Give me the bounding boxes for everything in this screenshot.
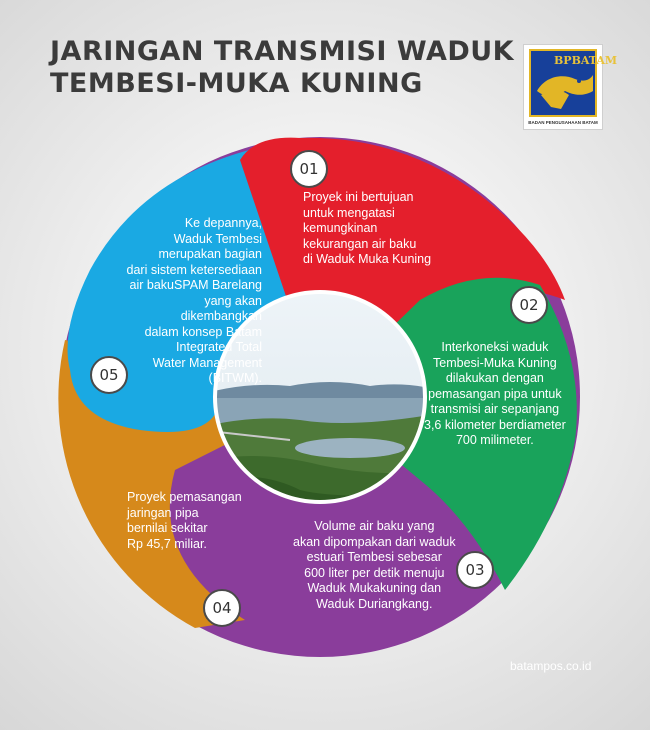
segment-04-text: Proyek pemasangan jaringan pipa bernilai sekitar Rp 45,7 miliar.	[127, 490, 242, 551]
segment-02-text: Interkoneksi waduk Tembesi-Muka Kuning dilakukan dengan pemasangan pipa untuk transmisi air sepanjang 3,6 kilometer berdiameter 700 milimeter.	[424, 340, 566, 447]
title-line-1: JARINGAN TRANSMISI WADUK	[50, 36, 515, 67]
source-credit: batampos.co.id	[510, 659, 592, 673]
step-number-04: 04	[203, 589, 241, 627]
step-number-03: 03	[456, 551, 494, 589]
step-number-05: 05	[90, 356, 128, 394]
logo-brand-text: BPBATAM	[554, 54, 618, 67]
logo-caption: BADAN PENGUSAHAAN BATAM	[528, 120, 598, 125]
step-number-02: 02	[510, 286, 548, 324]
segment-01-text: Proyek ini bertujuan untuk mengatasi kemungkinan kekurangan air baku di Waduk Muka Kuning	[303, 190, 432, 266]
title-line-2: TEMBESI-MUKA KUNING	[50, 68, 423, 99]
segment-05-text: Ke depannya, Waduk Tembesi merupakan bagian dari sistem ketersediaan air bakuSPAM Barelang yang akan dikembangkan dalam konsep Batam Integrated Total Water Management (BITWM).	[126, 216, 262, 385]
segment-03-text: Volume air baku yang akan dipompakan dari waduk estuari Tembesi sebesar 600 liter per detik menuju Waduk Mukakuning dan Waduk Duriangkang.	[293, 519, 456, 611]
step-number-01: 01	[290, 150, 328, 188]
